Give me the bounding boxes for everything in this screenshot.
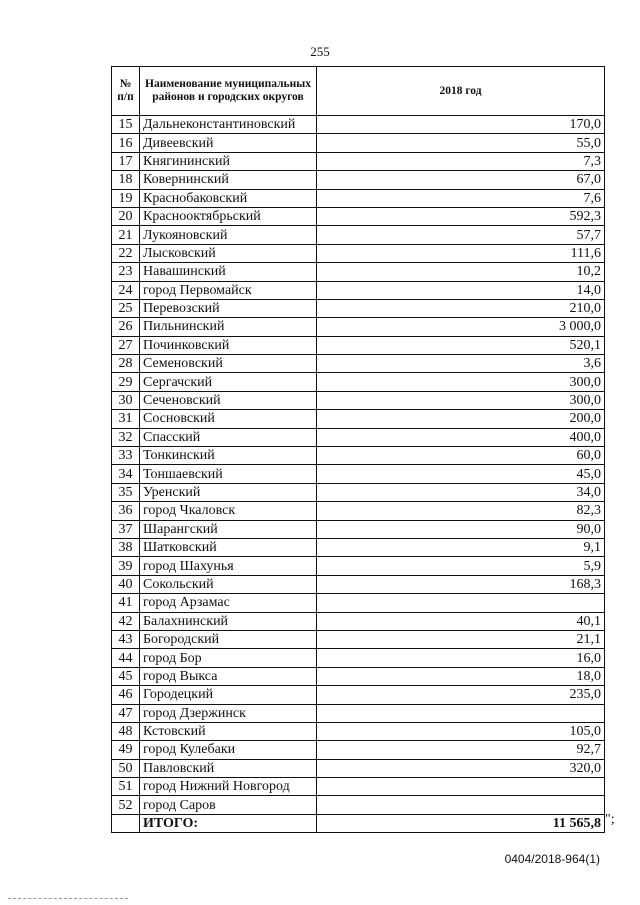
table-row (112, 722, 605, 740)
table-row (112, 796, 605, 814)
row-value: 67,0 (317, 171, 605, 189)
table-row (112, 612, 605, 630)
row-number: 22 (112, 244, 140, 262)
row-number: 49 (112, 741, 140, 759)
table-row (112, 189, 605, 207)
row-name: Перевозский (140, 299, 317, 317)
row-name: Дивеевский (140, 134, 317, 152)
row-name: город Арзамас (140, 594, 317, 612)
row-name: Балахнинский (140, 612, 317, 630)
row-value (317, 778, 605, 796)
row-name: Ковернинский (140, 171, 317, 189)
table-row (112, 741, 605, 759)
table-row (112, 704, 605, 722)
table-row (112, 428, 605, 446)
row-number: 41 (112, 594, 140, 612)
row-number: 45 (112, 667, 140, 685)
table-row (112, 226, 605, 244)
row-value: 10,2 (317, 263, 605, 281)
row-number: 39 (112, 557, 140, 575)
row-value: 90,0 (317, 520, 605, 538)
row-number: 37 (112, 520, 140, 538)
row-value: 45,0 (317, 465, 605, 483)
row-name: Городецкий (140, 686, 317, 704)
row-name: Шарангский (140, 520, 317, 538)
row-value: 168,3 (317, 575, 605, 593)
row-name: Спасский (140, 428, 317, 446)
row-number: 16 (112, 134, 140, 152)
row-value: 235,0 (317, 686, 605, 704)
row-value: 111,6 (317, 244, 605, 262)
row-value: 18,0 (317, 667, 605, 685)
row-name: Краснооктябрьский (140, 207, 317, 225)
row-number: 46 (112, 686, 140, 704)
row-name: город Кулебаки (140, 741, 317, 759)
row-number: 35 (112, 483, 140, 501)
table-row (112, 336, 605, 354)
row-name: Сергачский (140, 373, 317, 391)
document-code: 0404/2018-964(1) (504, 852, 600, 866)
row-value: 300,0 (317, 391, 605, 409)
table-row (112, 520, 605, 538)
table-row (112, 171, 605, 189)
row-value: 170,0 (317, 116, 605, 134)
table-row (112, 686, 605, 704)
row-number: 25 (112, 299, 140, 317)
row-value: 210,0 (317, 299, 605, 317)
row-number: 19 (112, 189, 140, 207)
table-row (112, 594, 605, 612)
table-row (112, 391, 605, 409)
row-value (317, 594, 605, 612)
row-number: 18 (112, 171, 140, 189)
table-row (112, 244, 605, 262)
table-body (112, 116, 605, 815)
row-name: Навашинский (140, 263, 317, 281)
table-row (112, 299, 605, 317)
table-row (112, 778, 605, 796)
table-row (112, 355, 605, 373)
row-name: город Выкса (140, 667, 317, 685)
row-value: 7,3 (317, 152, 605, 170)
row-number: 31 (112, 410, 140, 428)
row-value: 9,1 (317, 538, 605, 556)
table-row (112, 116, 605, 134)
row-number: 47 (112, 704, 140, 722)
row-number: 44 (112, 649, 140, 667)
row-number: 15 (112, 116, 140, 134)
row-number: 38 (112, 538, 140, 556)
row-value: 400,0 (317, 428, 605, 446)
row-number: 51 (112, 778, 140, 796)
row-value: 21,1 (317, 630, 605, 648)
row-name: город Первомайск (140, 281, 317, 299)
table-header-row (112, 67, 605, 116)
table-row (112, 410, 605, 428)
closing-quote: "; (605, 812, 615, 827)
row-name: Лысковский (140, 244, 317, 262)
total-label: ИТОГО: (140, 814, 317, 832)
row-number: 21 (112, 226, 140, 244)
row-number: 52 (112, 796, 140, 814)
row-name: Уренский (140, 483, 317, 501)
row-number: 23 (112, 263, 140, 281)
row-name: город Нижний Новгород (140, 778, 317, 796)
budget-table (111, 66, 605, 833)
table-row (112, 263, 605, 281)
row-name: Княгининский (140, 152, 317, 170)
row-name: Сеченовский (140, 391, 317, 409)
row-name: Сокольский (140, 575, 317, 593)
row-number: 36 (112, 502, 140, 520)
header-name: Наименование муниципальных районов и городских округов (140, 67, 317, 116)
table-row (112, 630, 605, 648)
row-number: 24 (112, 281, 140, 299)
row-name: город Саров (140, 796, 317, 814)
row-number: 26 (112, 318, 140, 336)
row-name: Починковский (140, 336, 317, 354)
row-number: 43 (112, 630, 140, 648)
total-num-cell (112, 814, 140, 832)
row-number: 33 (112, 447, 140, 465)
row-value: 200,0 (317, 410, 605, 428)
header-year: 2018 год (317, 67, 605, 116)
row-number: 50 (112, 759, 140, 777)
row-name: Богородский (140, 630, 317, 648)
row-value: 320,0 (317, 759, 605, 777)
row-value: 3,6 (317, 355, 605, 373)
row-number: 27 (112, 336, 140, 354)
row-value: 92,7 (317, 741, 605, 759)
total-value: 11 565,8 (317, 814, 605, 832)
scan-artifact-line (8, 898, 128, 901)
table-row (112, 538, 605, 556)
row-value: 300,0 (317, 373, 605, 391)
row-number: 17 (112, 152, 140, 170)
table-row (112, 373, 605, 391)
row-name: Тоншаевский (140, 465, 317, 483)
table-row (112, 667, 605, 685)
row-number: 30 (112, 391, 140, 409)
row-name: город Шахунья (140, 557, 317, 575)
header-number: № п/п (112, 67, 140, 116)
row-number: 34 (112, 465, 140, 483)
table-row (112, 281, 605, 299)
table-row (112, 465, 605, 483)
row-value: 60,0 (317, 447, 605, 465)
row-value: 7,6 (317, 189, 605, 207)
row-name: Дальнеконстантиновский (140, 116, 317, 134)
row-number: 48 (112, 722, 140, 740)
row-name: Сосновский (140, 410, 317, 428)
row-value: 55,0 (317, 134, 605, 152)
row-name: Тонкинский (140, 447, 317, 465)
table-row (112, 557, 605, 575)
row-name: город Дзержинск (140, 704, 317, 722)
table-row (112, 759, 605, 777)
row-value: 34,0 (317, 483, 605, 501)
table-row (112, 502, 605, 520)
row-name: Шатковский (140, 538, 317, 556)
row-value: 16,0 (317, 649, 605, 667)
row-value: 14,0 (317, 281, 605, 299)
row-value: 57,7 (317, 226, 605, 244)
row-name: город Чкаловск (140, 502, 317, 520)
row-number: 32 (112, 428, 140, 446)
row-name: Пильнинский (140, 318, 317, 336)
row-name: Краснобаковский (140, 189, 317, 207)
row-name: Кстовский (140, 722, 317, 740)
row-number: 29 (112, 373, 140, 391)
table-row (112, 649, 605, 667)
row-value: 520,1 (317, 336, 605, 354)
row-value (317, 796, 605, 814)
row-number: 20 (112, 207, 140, 225)
table-row (112, 575, 605, 593)
row-value: 592,3 (317, 207, 605, 225)
row-value: 5,9 (317, 557, 605, 575)
row-number: 42 (112, 612, 140, 630)
row-value: 105,0 (317, 722, 605, 740)
row-name: Лукояновский (140, 226, 317, 244)
table-row (112, 447, 605, 465)
row-name: Семеновский (140, 355, 317, 373)
total-row (112, 814, 605, 832)
table-row (112, 207, 605, 225)
row-value: 3 000,0 (317, 318, 605, 336)
row-name: Павловский (140, 759, 317, 777)
row-value (317, 704, 605, 722)
row-value: 40,1 (317, 612, 605, 630)
page-number: 255 (310, 44, 330, 59)
row-name: город Бор (140, 649, 317, 667)
row-number: 40 (112, 575, 140, 593)
row-value: 82,3 (317, 502, 605, 520)
table-row (112, 152, 605, 170)
table-row (112, 483, 605, 501)
table-row (112, 134, 605, 152)
table-row (112, 318, 605, 336)
row-number: 28 (112, 355, 140, 373)
